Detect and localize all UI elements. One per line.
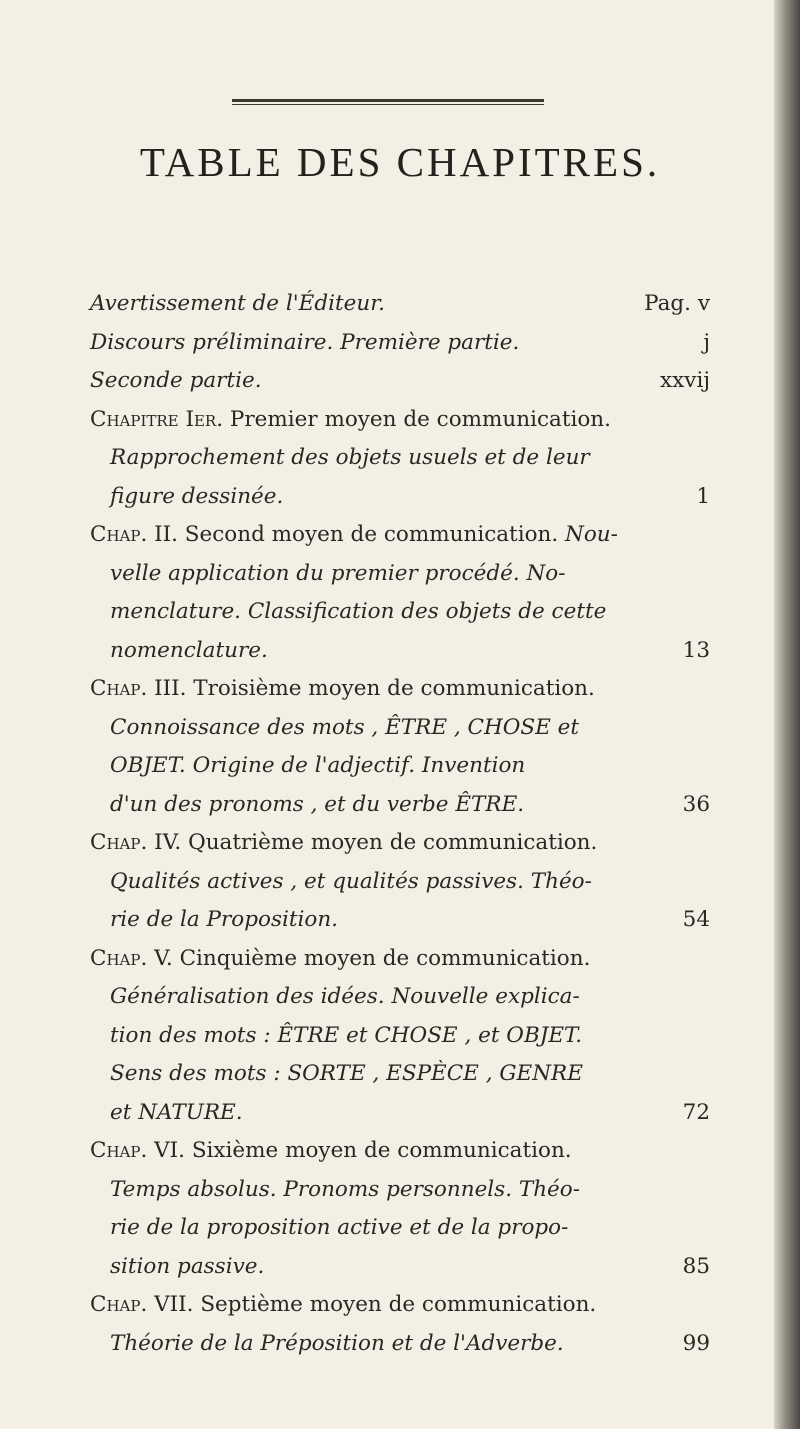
toc-line xyxy=(90,632,710,671)
toc-line xyxy=(90,786,710,825)
toc-line xyxy=(90,362,710,401)
entry-title: tion des mots : ÊTRE et CHOSE , et OBJET. xyxy=(110,1022,583,1048)
toc-line xyxy=(90,940,710,979)
page-number: 54 xyxy=(682,907,710,932)
toc-line xyxy=(90,593,710,632)
chapter-label: Chap. III. xyxy=(90,676,187,701)
entry-title: Théorie de la Préposition et de l'Adverbe. xyxy=(110,1330,564,1356)
chapter-label: Chap. II. xyxy=(90,522,178,547)
toc-line xyxy=(90,1055,710,1094)
page-edge xyxy=(774,0,800,1429)
toc-line xyxy=(90,1094,710,1133)
page-number: 72 xyxy=(682,1099,710,1125)
entry-title: Avertissement de l'Éditeur. xyxy=(90,291,385,316)
toc-line xyxy=(90,863,710,902)
entry-title: Temps absolus. Pronoms personnels. Théo- xyxy=(110,1176,580,1202)
toc-line xyxy=(90,709,710,748)
chapter-heading: Premier moyen de communication. xyxy=(223,406,611,432)
chapter-label: Chap. IV. xyxy=(90,830,182,855)
top-rule xyxy=(232,99,544,102)
toc-line xyxy=(90,555,710,594)
chapter-heading: Sixième moyen de communication. xyxy=(184,1138,572,1163)
chapter-label: Chap. V. xyxy=(90,945,173,971)
page-number: 1 xyxy=(696,483,710,509)
toc-line xyxy=(90,401,710,440)
toc-line xyxy=(90,1132,710,1171)
chapter-heading: Second moyen de communication. xyxy=(177,522,566,547)
chapter-label: Chap. VI. xyxy=(90,1138,185,1163)
toc-line xyxy=(90,978,710,1017)
toc-line xyxy=(90,901,710,940)
toc-line xyxy=(90,747,710,786)
entry-title: Sens des mots : SORTE , ESPÈCE , GENRE xyxy=(110,1061,583,1086)
toc-line xyxy=(90,1209,710,1248)
toc-line xyxy=(90,1286,710,1325)
page-title: TABLE DES CHAPITRES. xyxy=(139,139,661,185)
chapter-heading: Troisième moyen de communication. xyxy=(186,676,595,701)
toc-line xyxy=(90,324,710,363)
entry-title: rie de la proposition active et de la propo- xyxy=(110,1215,569,1240)
page-number: xxvij xyxy=(660,368,710,393)
entry-title: sition passive. xyxy=(110,1253,265,1279)
entry-title: Généralisation des idées. Nouvelle explica- xyxy=(110,984,580,1009)
entry-title: et NATURE. xyxy=(110,1099,243,1125)
entry-title: Connoissance des mots , ÊTRE , CHOSE et xyxy=(110,714,579,740)
toc-line xyxy=(90,670,710,709)
entry-title: rie de la Proposition. xyxy=(110,907,339,932)
page-number: Pag. v xyxy=(644,291,710,316)
toc-line xyxy=(90,1171,710,1210)
toc-line xyxy=(90,1248,710,1287)
chapter-heading: Septième moyen de communication. xyxy=(193,1292,597,1317)
table-of-contents xyxy=(90,285,710,1363)
toc-line xyxy=(90,516,710,555)
entry-title: OBJET. Origine de l'adjectif. Invention xyxy=(110,753,526,778)
entry-title: figure dessinée. xyxy=(110,483,284,509)
page-number: 36 xyxy=(682,791,710,817)
page-number: j xyxy=(703,329,710,355)
top-rule-thin xyxy=(232,104,544,105)
chapter-heading: Quatrième moyen de communication. xyxy=(181,830,598,855)
chapter-label: Chapitre Ier. xyxy=(90,406,224,432)
toc-line xyxy=(90,285,710,324)
entry-title: menclature. Classification des objets de cette xyxy=(110,599,607,624)
entry-title: Qualités actives , et qualités passives. Théo- xyxy=(110,868,592,894)
chapter-heading: Cinquième moyen de communication. xyxy=(172,945,591,971)
entry-title: Rapprochement des objets usuels et de leur xyxy=(110,445,590,470)
entry-title: Discours préliminaire. Première partie. xyxy=(90,329,520,355)
toc-line xyxy=(90,478,710,517)
entry-title: Seconde partie. xyxy=(90,368,262,393)
page-number: 13 xyxy=(682,637,710,663)
toc-line xyxy=(90,1017,710,1056)
toc-line xyxy=(90,1325,710,1364)
page-number: 85 xyxy=(682,1253,710,1279)
page-number: 99 xyxy=(682,1330,710,1356)
entry-title: nomenclature. xyxy=(110,637,268,663)
chapter-label: Chap. VII. xyxy=(90,1292,194,1317)
entry-title: d'un des pronoms , et du verbe ÊTRE. xyxy=(110,791,525,817)
entry-title: velle application du premier procédé. No- xyxy=(110,560,566,586)
toc-line xyxy=(90,439,710,478)
entry-title: Nou- xyxy=(565,522,618,547)
toc-line xyxy=(90,824,710,863)
